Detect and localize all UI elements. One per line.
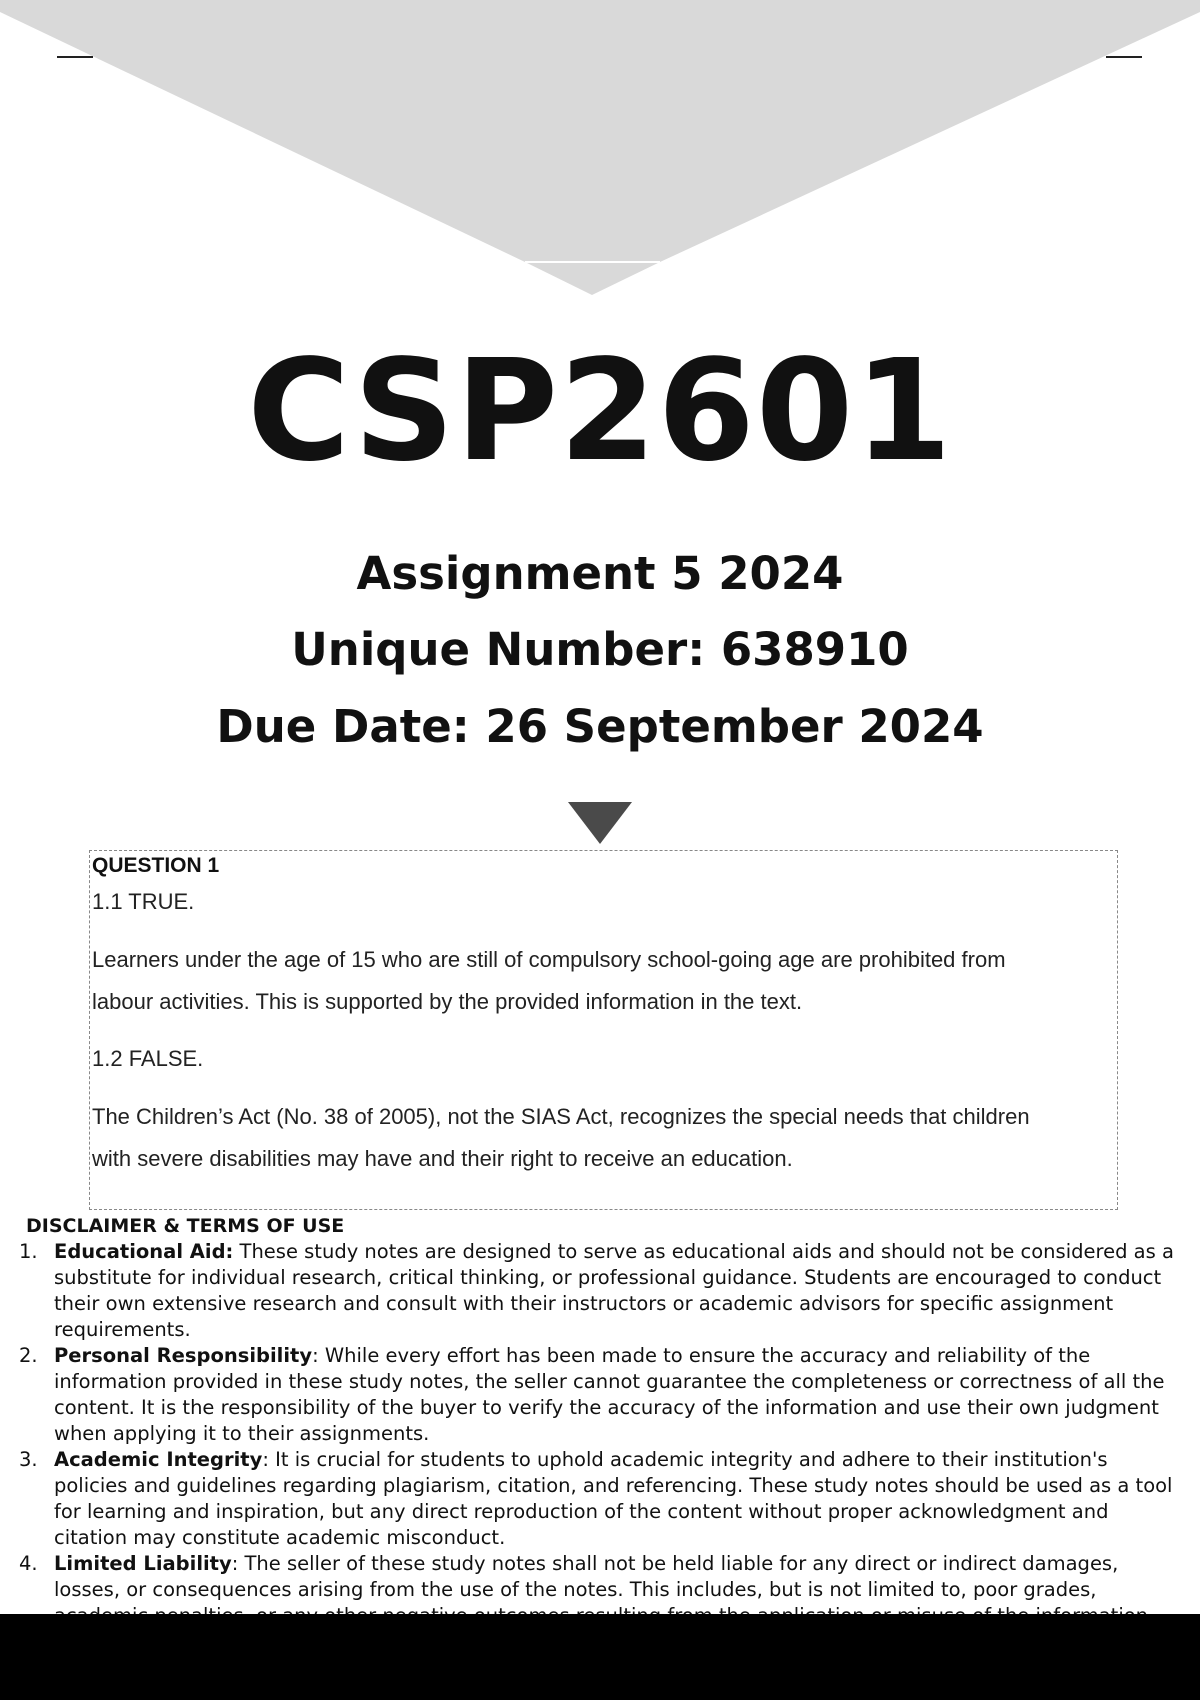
term-text: These study notes are designed to serve as educational aids and should not be considered as a substitute for individual research, critical thinking, or professional guidance. Students are encouraged to conduct their own extensive research and consult with their instructors or academic advisors for specific assignment requirements.: [54, 1240, 1174, 1341]
answer-1-text-line-2: labour activities. This is supported by the provided information in the text.: [92, 989, 803, 1014]
list-item: [0, 1343, 1200, 1447]
term-heading: Personal Responsibility: [54, 1344, 313, 1367]
terms-list: [0, 1239, 1200, 1629]
term-text: : It is crucial for students to uphold academic integrity and adhere to their institution's policies and guidelines regarding plagiarism, citation, and referencing. These study notes should be used as a tool for learning and inspiration, but any direct reproduction of the content without proper acknowledgment and citation may constitute academic misconduct.: [54, 1448, 1173, 1549]
answer-1-label: 1.1 TRUE.: [92, 889, 195, 914]
triangle-down-icon: [568, 802, 632, 844]
question-heading: QUESTION 1: [92, 854, 220, 877]
corner-mark-right: [1106, 56, 1142, 58]
header-chevron-graphic: [0, 0, 1200, 300]
question-preview-box: [89, 850, 1118, 1210]
course-code-title: CSP2601: [247, 330, 953, 493]
term-number: 3.: [19, 1448, 38, 1471]
corner-mark-left: [57, 56, 93, 58]
answer-1-text-line-1: Learners under the age of 15 who are still of compulsory school-going age are prohibited from: [92, 947, 1006, 972]
answer-2-label: 1.2 FALSE.: [92, 1046, 204, 1071]
answer-2-text-line-2: with severe disabilities may have and their right to receive an education.: [92, 1146, 793, 1171]
term-heading: Educational Aid:: [54, 1240, 234, 1263]
term-text: : The seller of these study notes shall not be held liable for any direct or indirect damages, losses, or consequences arising from the use of the notes. This includes, but is not limited to, poor grades,: [54, 1552, 1119, 1601]
term-heading: Limited Liability: [54, 1552, 232, 1575]
list-item: [0, 1447, 1200, 1551]
term-heading: Academic Integrity: [54, 1448, 263, 1471]
term-number: 2.: [19, 1344, 38, 1367]
bottom-black-bar: [0, 1614, 1200, 1700]
term-text: : While every effort has been made to ensure the accuracy and reliability of the information provided in these study notes, the seller cannot guarantee the completeness or correctness of all the content. It is the responsibility of the buyer to verify the accuracy of the information and use their own judgment when applying it to their assignments.: [54, 1344, 1165, 1445]
term-number: 1.: [19, 1240, 38, 1263]
list-item: [0, 1239, 1200, 1343]
disclaimer-title: DISCLAIMER & TERMS OF USE: [26, 1215, 345, 1237]
answer-2-text-line-1: The Children’s Act (No. 38 of 2005), not the SIAS Act, recognizes the special needs that children: [92, 1104, 1030, 1129]
unique-number: Unique Number: 638910: [291, 623, 909, 676]
assignment-title: Assignment 5 2024: [356, 547, 844, 600]
due-date: Due Date: 26 September 2024: [216, 700, 984, 753]
term-number: 4.: [19, 1552, 38, 1575]
